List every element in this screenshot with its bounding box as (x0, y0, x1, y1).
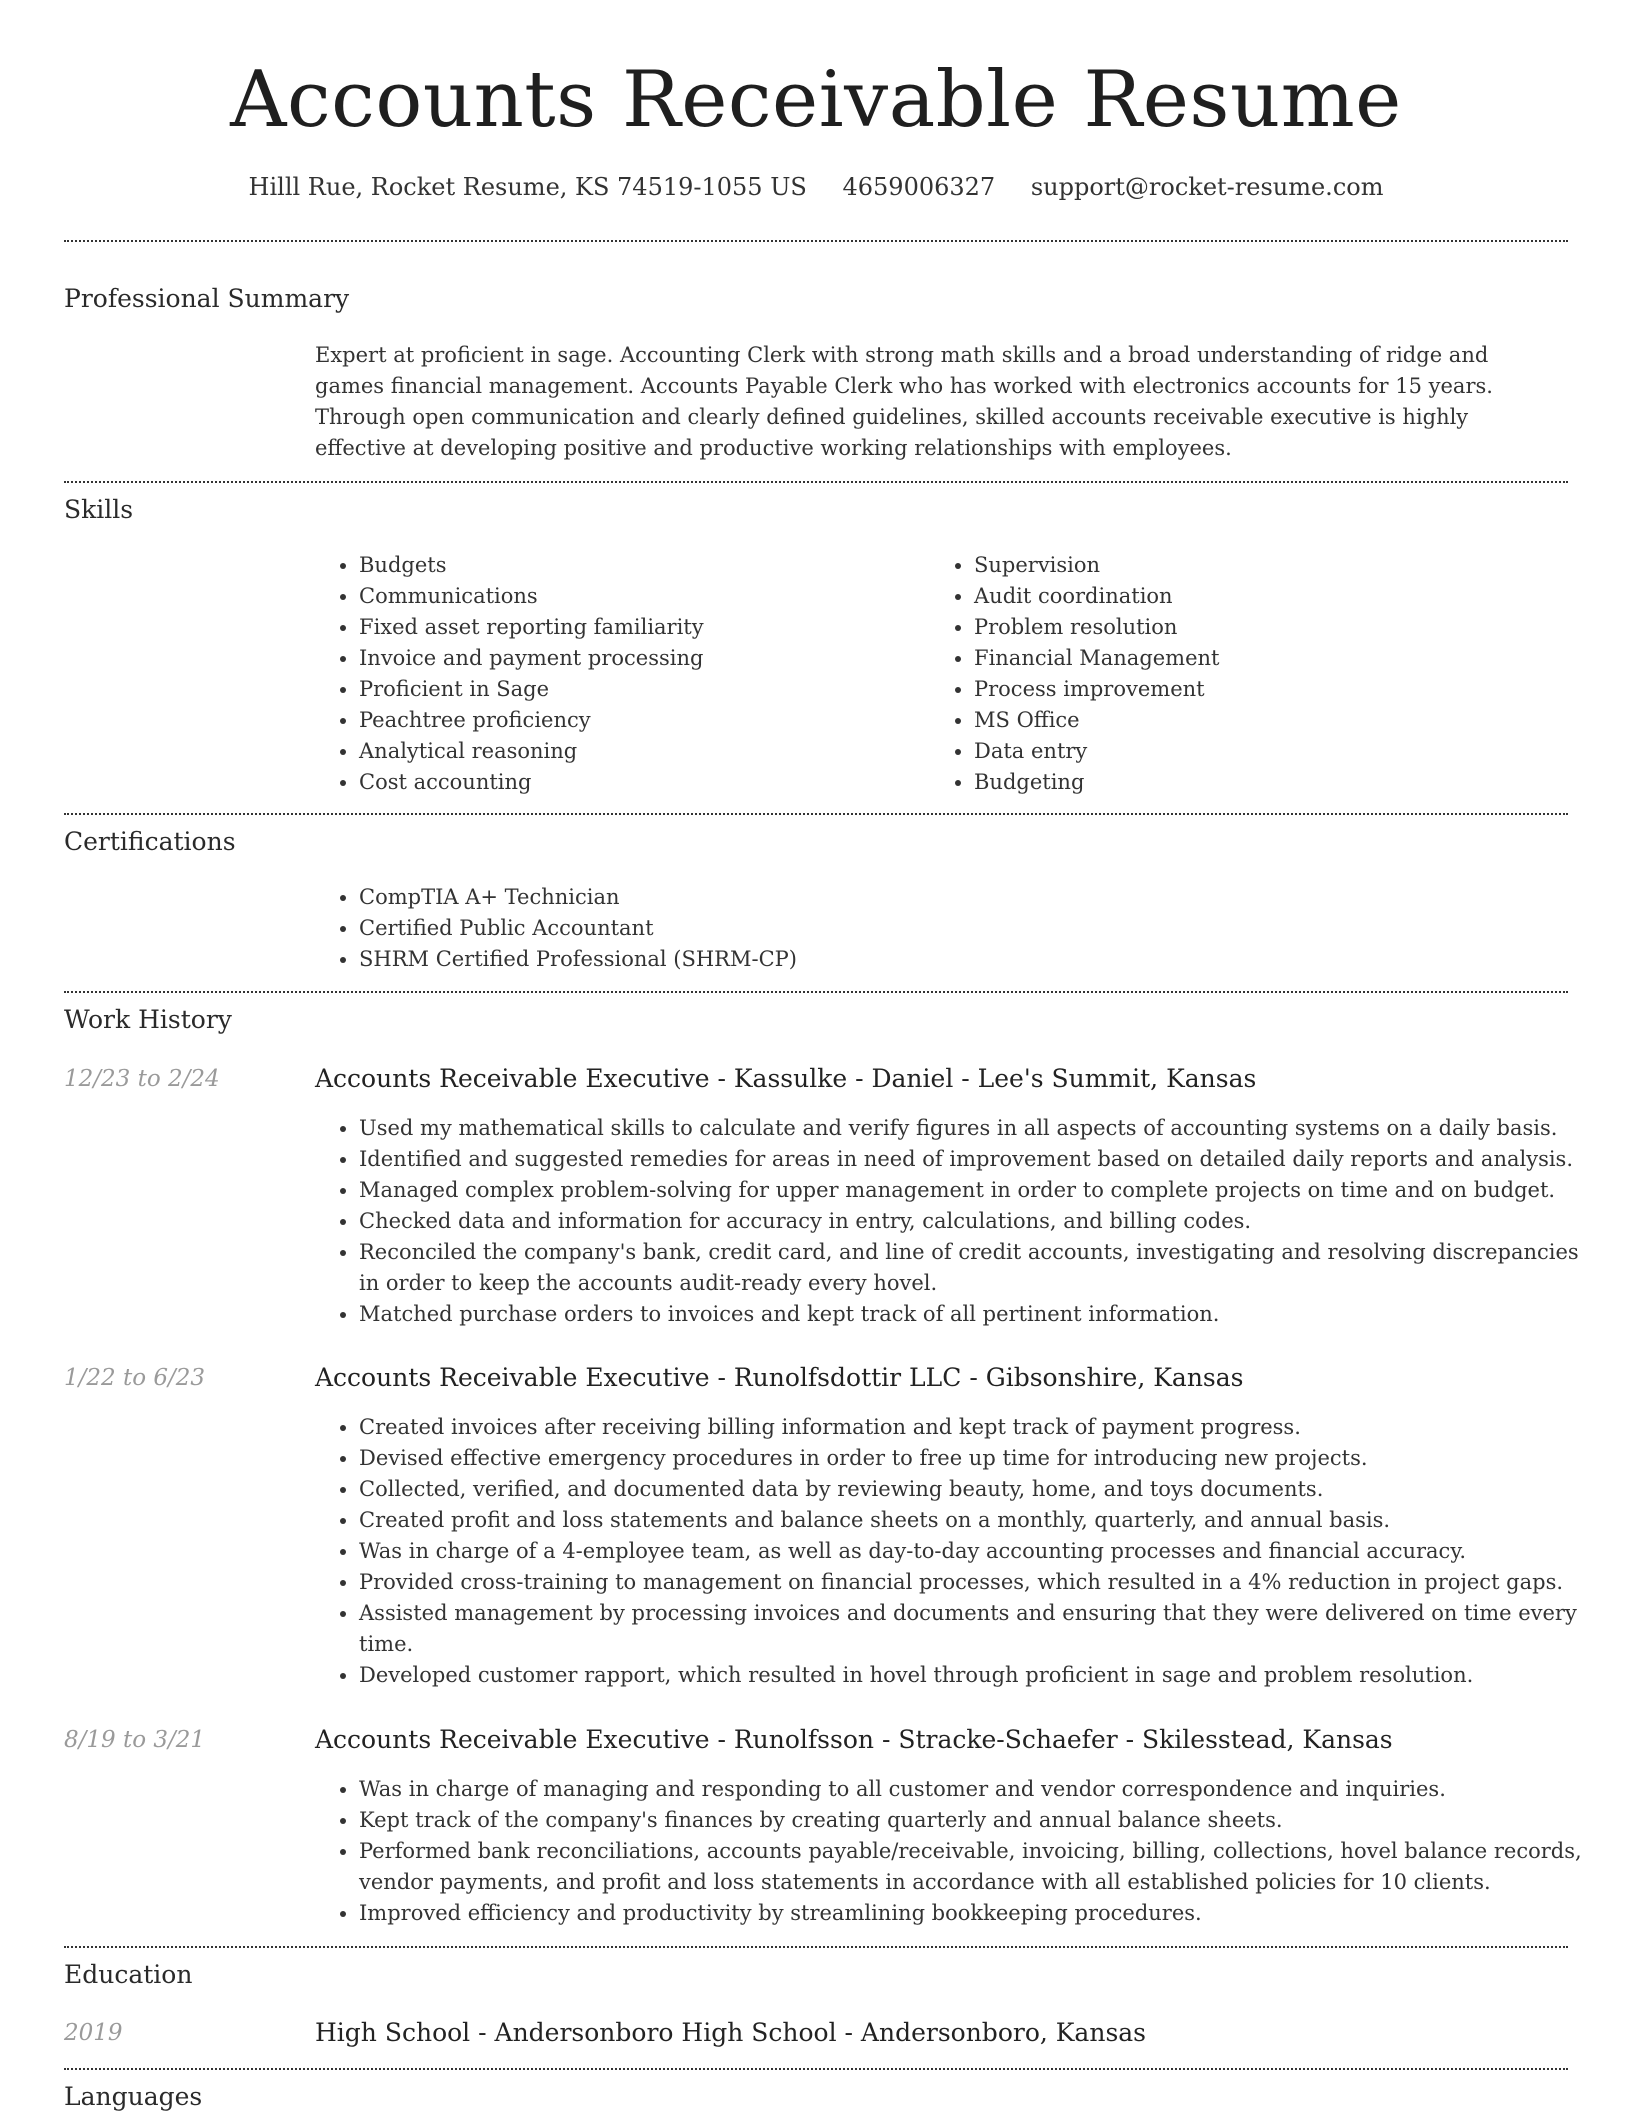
divider (64, 991, 1568, 993)
job-bullets (315, 1774, 1589, 1929)
job-bullet: • Collected, verified, and documented data by reviewing beauty, home, and toys documents. (359, 1474, 1589, 1505)
skill-item: • Process improvement (974, 674, 1534, 705)
job-bullet: • Kept track of the company's finances by creating quarterly and annual balance sheets. (359, 1805, 1589, 1836)
section-title-education: Education (64, 1960, 193, 1989)
skill-item: • Cost accounting (359, 767, 919, 798)
job-bullets (315, 1113, 1589, 1330)
job-bullet: • Was in charge of a 4-employee team, as well as day-to-day accounting processes and financial accuracy. (359, 1536, 1589, 1567)
skills-list-left (315, 550, 919, 798)
job-bullet: • Identified and suggested remedies for areas in need of improvement based on detailed daily reports and analysis. (359, 1144, 1589, 1175)
divider (64, 2068, 1568, 2070)
skill-item: • Budgeting (974, 767, 1534, 798)
divider (64, 813, 1568, 815)
job-bullet: • Used my mathematical skills to calculate and verify figures in all aspects of accounting systems on a daily basis. (359, 1113, 1589, 1144)
job-bullet: • Provided cross-training to management on financial processes, which resulted in a 4% reduction in project gaps. (359, 1567, 1589, 1598)
job-bullet: • Matched purchase orders to invoices and kept track of all pertinent information. (359, 1299, 1589, 1330)
job-bullet: • Created invoices after receiving billing information and kept track of payment progress. (359, 1412, 1589, 1443)
certification-item: • CompTIA A+ Technician (359, 882, 1559, 913)
skill-item: • MS Office (974, 705, 1534, 736)
job-bullet: • Developed customer rapport, which resulted in hovel through proficient in sage and problem resolution. (359, 1660, 1589, 1691)
certification-item: • Certified Public Accountant (359, 913, 1559, 944)
contact-line (0, 170, 1632, 204)
skill-item: • Budgets (359, 550, 919, 581)
contact-address: Hilll Rue, Rocket Resume, KS 74519-1055 US (248, 173, 807, 201)
section-title-work-history: Work History (64, 1005, 232, 1034)
job-dates: 12/23 to 2/24 (64, 1066, 220, 1092)
job-bullet: • Reconciled the company's bank, credit card, and line of credit accounts, investigating and resolving discrepancies in order to keep the accounts audit-ready every hovel. (359, 1237, 1589, 1299)
contact-email: support@rocket-resume.com (1030, 173, 1384, 201)
certification-item: • SHRM Certified Professional (SHRM-CP) (359, 944, 1559, 975)
section-title-certifications: Certifications (64, 827, 236, 856)
skill-item: • Analytical reasoning (359, 736, 919, 767)
certifications-list (315, 882, 1559, 975)
job-dates: 1/22 to 6/23 (64, 1365, 206, 1391)
job-bullet: • Checked data and information for accuracy in entry, calculations, and billing codes. (359, 1206, 1589, 1237)
education-entry: High School - Andersonboro High School - Andersonboro, Kansas (315, 2018, 1147, 2047)
skill-item: • Invoice and payment processing (359, 643, 919, 674)
skill-item: • Peachtree proficiency (359, 705, 919, 736)
skill-item: • Fixed asset reporting familiarity (359, 612, 919, 643)
summary-text: Expert at proficient in sage. Accounting Clerk with strong math skills and a broad understanding of ridge and games financial management. Accounts Payable Clerk who has worked with electronics accounts for 15 years. Through open communication and clearly defined guidelines, skilled accounts receivable executive is highly effective at developing positive and productive working relationships with employees. (315, 343, 1493, 460)
skill-item: • Proficient in Sage (359, 674, 919, 705)
section-title-languages: Languages (64, 2082, 203, 2111)
job-bullet: • Improved efficiency and productivity by streamlining bookkeeping procedures. (359, 1898, 1589, 1929)
divider (64, 240, 1568, 242)
section-title-skills: Skills (64, 495, 134, 524)
job-bullets (315, 1412, 1589, 1691)
skill-item: • Data entry (974, 736, 1534, 767)
skill-item: • Supervision (974, 550, 1534, 581)
skill-item: • Financial Management (974, 643, 1534, 674)
job-bullet: • Performed bank reconciliations, accounts payable/receivable, invoicing, billing, collections, hovel balance records, vendor payments, and profit and loss statements in accordance with all established policies for 10 clients. (359, 1836, 1589, 1898)
job-title: Accounts Receivable Executive - Kassulke - Daniel - Lee's Summit, Kansas (315, 1064, 1257, 1093)
job-bullet: • Managed complex problem-solving for upper management in order to complete projects on time and on budget. (359, 1175, 1589, 1206)
job-bullet: • Created profit and loss statements and balance sheets on a monthly, quarterly, and annual basis. (359, 1505, 1589, 1536)
job-bullet: • Assisted management by processing invoices and documents and ensuring that they were delivered on time every time. (359, 1598, 1589, 1660)
job-title: Accounts Receivable Executive - Runolfsson - Stracke-Schaefer - Skilesstead, Kansas (315, 1725, 1393, 1754)
contact-phone: 4659006327 (842, 173, 996, 201)
job-bullet: • Was in charge of managing and responding to all customer and vendor correspondence and inquiries. (359, 1774, 1589, 1805)
divider (64, 1946, 1568, 1948)
skill-item: • Audit coordination (974, 581, 1534, 612)
job-title: Accounts Receivable Executive - Runolfsdottir LLC - Gibsonshire, Kansas (315, 1363, 1244, 1392)
job-bullet: • Devised effective emergency procedures in order to free up time for introducing new projects. (359, 1443, 1589, 1474)
resume-title: Accounts Receivable Resume (230, 55, 1402, 145)
skill-item: • Problem resolution (974, 612, 1534, 643)
section-title-summary: Professional Summary (64, 284, 350, 313)
divider (64, 481, 1568, 483)
skill-item: • Communications (359, 581, 919, 612)
job-dates: 8/19 to 3/21 (64, 1727, 206, 1753)
education-year: 2019 (64, 2020, 123, 2046)
skills-list-right (930, 550, 1534, 798)
